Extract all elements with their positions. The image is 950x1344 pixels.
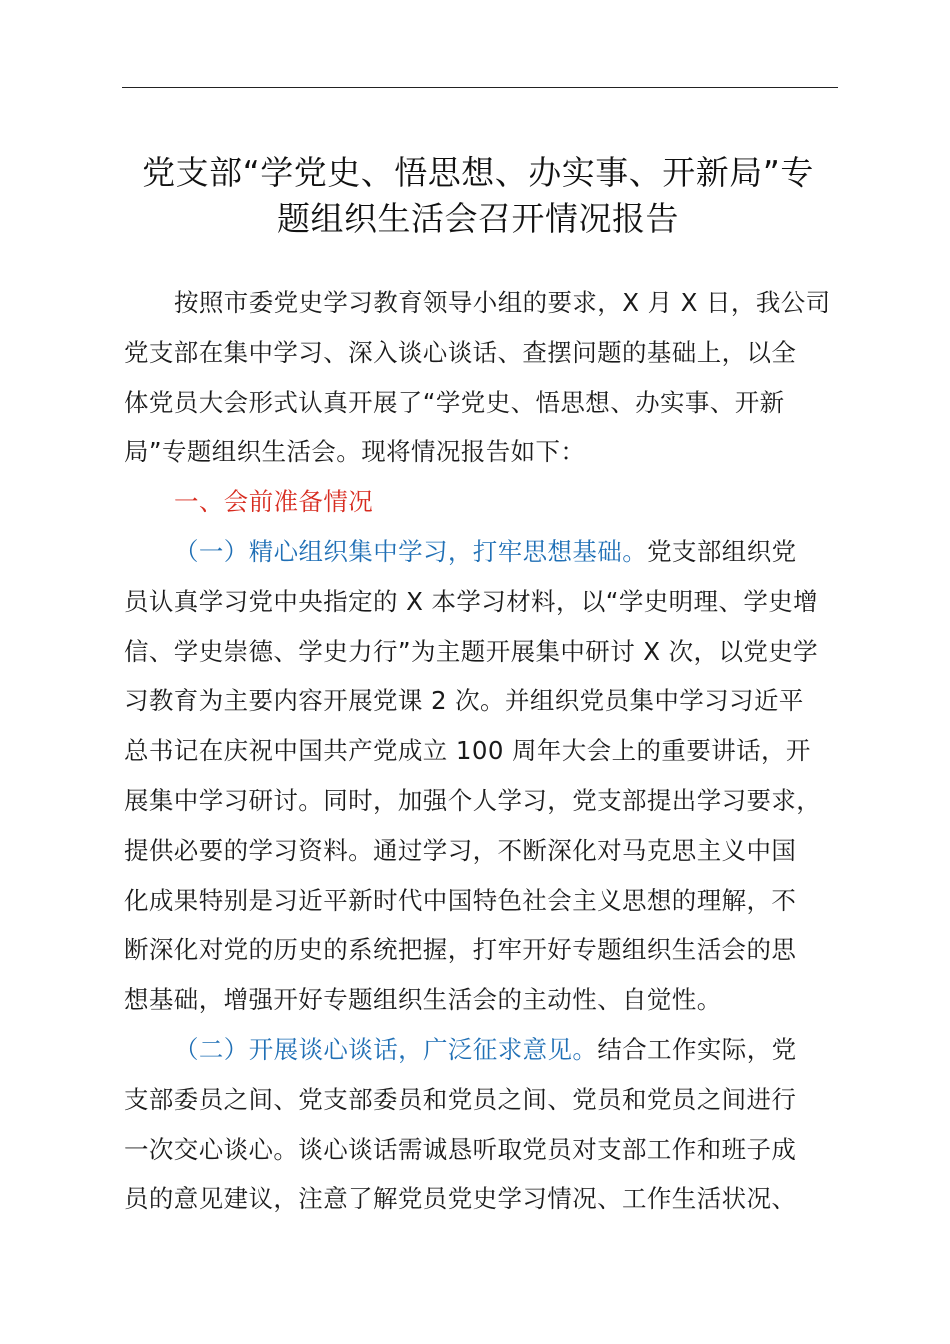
body-line [124, 527, 844, 577]
body-text-segment: 断深化对党的历史的系统把握，打牢开好专题组织生活会的思 [124, 935, 797, 965]
body-text-segment: 按照市委党史学习教育领导小组的要求，X 月 X 日，我公司 [174, 288, 831, 317]
body-line [124, 876, 844, 926]
body-text-segment: 党支部在集中学习、深入谈心谈话、查摆问题的基础上，以全 [124, 337, 797, 367]
body-text-segment: 展集中学习研讨。同时，加强个人学习，党支部提出学习要求， [124, 785, 822, 815]
body-text-segment: 员的意见建议，注意了解党员党史学习情况、工作生活状况、 [124, 1184, 797, 1214]
body-text-segment: 化成果特别是习近平新时代中国特色社会主义思想的理解，不 [124, 885, 797, 915]
document-title [116, 150, 840, 242]
body-text-segment: 提供必要的学习资料。通过学习，不断深化对马克思主义中国 [124, 835, 797, 865]
body-text-segment: 支部委员之间、党支部委员和党员之间、党员和党员之间进行 [124, 1084, 797, 1114]
body-text-segment: 体党员大会形式认真开展了“学党史、悟思想、办实事、开新 [124, 387, 785, 417]
document-body [124, 278, 844, 1224]
body-line [124, 1125, 844, 1175]
header-rule [122, 87, 838, 88]
body-text-segment: 一次交心谈心。谈心谈话需诚恳听取党员对支部工作和班子成 [124, 1134, 797, 1164]
body-text-segment: 局”专题组织生活会。现将情况报告如下： [124, 437, 586, 467]
body-line [124, 1075, 844, 1125]
body-line [124, 826, 844, 876]
body-text-segment: 员认真学习党中央指定的 X 本学习材料，以“学史明理、学史增 [124, 586, 819, 616]
body-line [124, 477, 844, 527]
body-line [124, 975, 844, 1025]
body-line [124, 1174, 844, 1224]
body-line [124, 328, 844, 378]
body-line [124, 1025, 844, 1075]
body-text-segment: 想基础，增强开好专题组织生活会的主动性、自觉性。 [124, 985, 722, 1015]
body-line [124, 278, 844, 328]
body-text-segment: 习教育为主要内容开展党课 2 次。并组织党员集中学习习近平 [124, 686, 804, 716]
body-line [124, 627, 844, 677]
body-line [124, 726, 844, 776]
section-heading: 一、会前准备情况 [174, 487, 374, 517]
subsection-heading: （二）开展谈心谈话，广泛征求意见。 [174, 1034, 598, 1064]
body-text-segment: 党支部组织党 [647, 536, 797, 566]
body-line [124, 925, 844, 975]
body-line [124, 676, 844, 726]
body-text-segment: 总书记在庆祝中国共产党成立 100 周年大会上的重要讲话，开 [124, 736, 811, 766]
title-line-1: 党支部“学党史、悟思想、办实事、开新局”专 [142, 153, 814, 192]
title-line-2: 题组织生活会召开情况报告 [277, 199, 679, 238]
body-line [124, 776, 844, 826]
subsection-heading: （一）精心组织集中学习，打牢思想基础。 [174, 536, 648, 566]
body-line [124, 577, 844, 627]
body-text-segment: 结合工作实际，党 [597, 1034, 797, 1064]
body-line [124, 427, 844, 477]
body-line [124, 378, 844, 428]
body-text-segment: 信、学史崇德、学史力行”为主题开展集中研讨 X 次，以党史学 [124, 636, 819, 666]
